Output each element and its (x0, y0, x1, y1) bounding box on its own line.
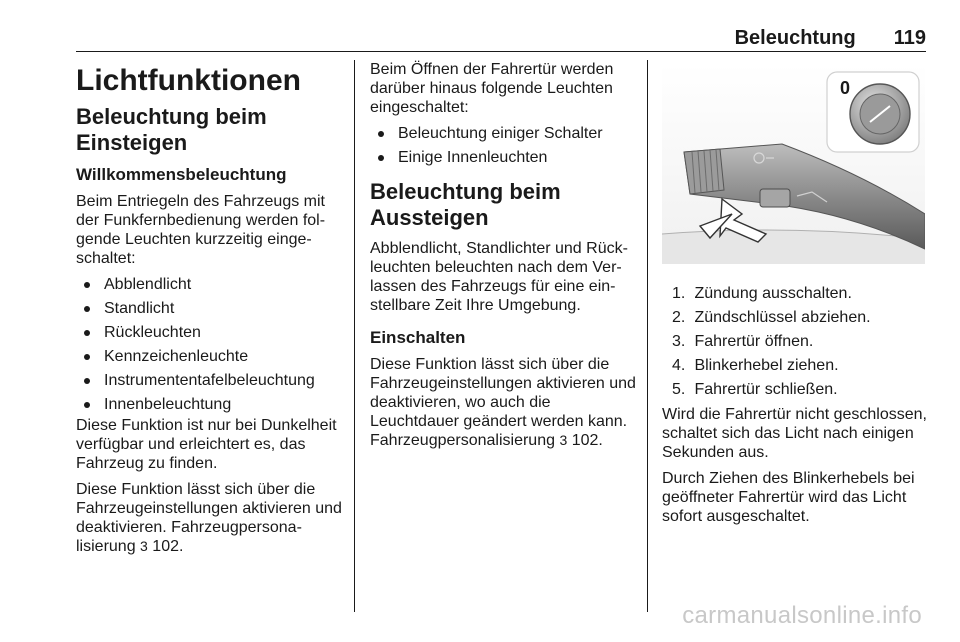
list-item: Innenbeleuchtung (76, 395, 348, 414)
lever-illustration (662, 64, 925, 264)
section-heading-aussteigen: Beleuchtung beim Aussteigen (370, 179, 561, 230)
list-item: Beleuchtung einiger Schalter (370, 124, 638, 143)
list-item: Einige Innenleuchten (370, 148, 638, 167)
chapter-heading: Lichtfunktionen (76, 64, 301, 97)
cross-reference-icon: 3 (140, 538, 148, 554)
paragraph: Durch Ziehen des Blinkerhebels bei geöffneter Fahrertür wird das Licht sofort ausgeschaltet. (662, 470, 915, 525)
page-header (76, 27, 926, 50)
header-rule (76, 51, 926, 52)
section-title: Beleuchtung (734, 27, 856, 49)
watermark: carmanualsonline.info (682, 602, 922, 629)
paragraph: Beim Entriegeln des Fahrzeugs mit der Funkfernbedienung werden fol- gende Leuchten kurzzeitig einge- schaltet: (76, 193, 326, 267)
bullet-list (76, 275, 348, 414)
subheading-willkommen: Willkommensbeleuchtung (76, 165, 287, 184)
cross-reference-icon: 3 (559, 432, 568, 448)
list-item: 1. Zündung ausschalten. (672, 285, 852, 302)
column-2 (370, 60, 638, 457)
steps-list (662, 284, 930, 399)
column-3 (662, 60, 930, 533)
paragraph: Wird die Fahrertür nicht geschlossen, schaltet sich das Licht nach einigen Sekunden aus. (662, 406, 927, 461)
paragraph: Abblendlicht, Standlichter und Rück- leuchten beleuchten nach dem Ver- lassen des Fahrzeugs für eine ein- stellbare Zeit Ihre Umgebung. (370, 240, 628, 314)
column-divider-1 (354, 60, 355, 612)
list-item: Rückleuchten (76, 323, 348, 342)
figure-label-zero: 0 (840, 78, 851, 98)
list-item: Kennzeichenleuchte (76, 347, 348, 366)
bullet-list (370, 124, 638, 167)
column-divider-2 (647, 60, 648, 612)
paragraph: Diese Funktion lässt sich über die Fahrzeugeinstellungen aktivieren und deaktivieren, wo auch die Leuchtdauer geändert werden kann. Fahrzeugpersonalisierung 3 102. (370, 356, 636, 449)
list-item: Standlicht (76, 299, 348, 318)
list-item: Abblendlicht (76, 275, 348, 294)
list-item: 5. Fahrertür schließen. (672, 381, 838, 398)
subheading-einschalten: Einschalten (370, 328, 466, 347)
paragraph: Diese Funktion ist nur bei Dunkelheit verfügbar und erleichtert es, das Fahrzeug zu finden. (76, 417, 337, 472)
paragraph: Beim Öffnen der Fahrertür werden darüber hinaus folgende Leuchten eingeschaltet: (370, 61, 614, 116)
turn-signal-lever-icon (662, 64, 925, 264)
list-item: 3. Fahrertür öffnen. (672, 333, 814, 350)
list-item: 2. Zündschlüssel abziehen. (672, 309, 871, 326)
list-item: 4. Blinkerhebel ziehen. (672, 357, 839, 374)
paragraph: Diese Funktion lässt sich über die Fahrzeugeinstellungen aktivieren und deaktivieren. Fahrzeugpersona- lisierung 3 102. (76, 481, 342, 555)
column-1 (76, 60, 348, 563)
page-reference[interactable]: 102. (571, 432, 603, 449)
section-heading-einsteigen: Beleuchtung beim Einsteigen (76, 104, 267, 155)
page-number: 119 (893, 27, 926, 49)
list-item: Instrumententafelbeleuchtung (76, 371, 348, 390)
page-reference[interactable]: 102. (152, 538, 184, 555)
